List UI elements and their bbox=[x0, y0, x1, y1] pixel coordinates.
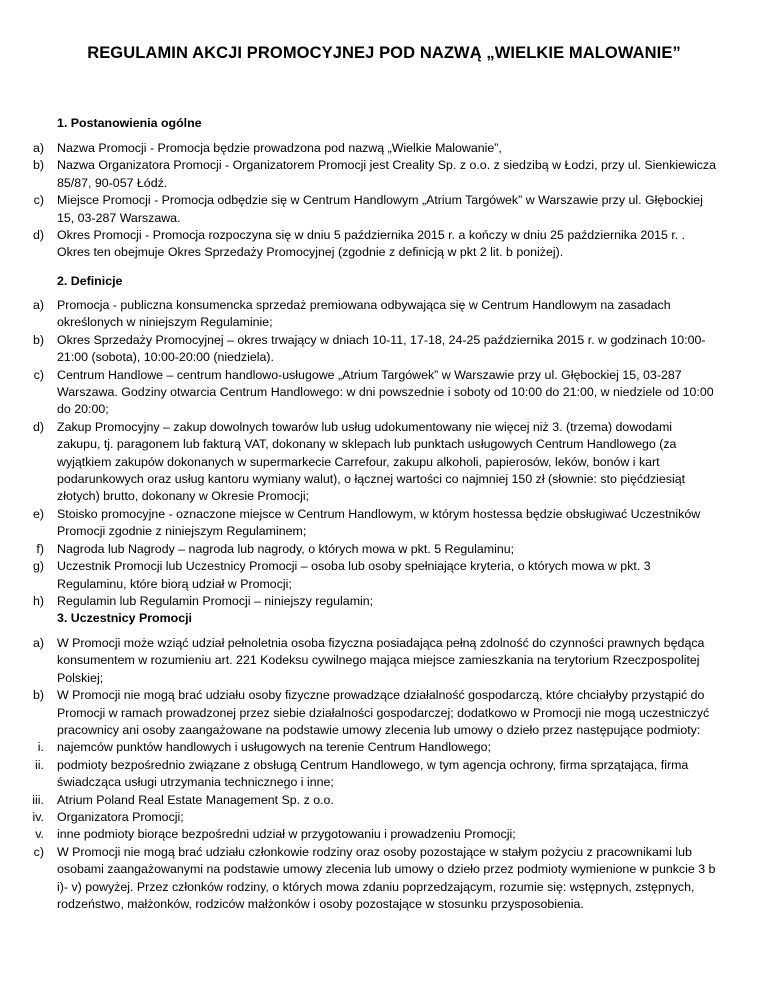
list-item-text: Regulamin lub Regulamin Promocji – niniejszy regulamin; bbox=[57, 593, 374, 608]
list-item bbox=[0, 157, 768, 192]
list-item bbox=[0, 593, 768, 610]
list-marker: f) bbox=[36, 541, 44, 556]
section-list-uczestnicy bbox=[0, 635, 768, 914]
list-item-text: Atrium Poland Real Estate Management Sp. z o.o. bbox=[57, 792, 334, 807]
list-item-text: Centrum Handlowe – centrum handlowo-usługowe „Atrium Targówek” w Warszawie przy ul. Głębockiej 15, 03-287 Warszawa. Godziny otwarcia Centrum Handlowego: w dni powszednie i soboty od 10:00 do 21:00, w niedziele od 10:00 do 20:00; bbox=[57, 367, 714, 417]
list-marker: d) bbox=[32, 419, 44, 434]
section-heading-uczestnicy: 3. Uczestnicy Promocji bbox=[57, 611, 192, 625]
list-item-text: W Promocji nie mogą brać udziału osoby fizyczne prowadzące działalność gospodarczą, które chciałyby przystąpić do Promocji w ramach prowadzonej przez siebie działalności gospodarczej; dodatkowo w Promocji nie mogą uczestniczyć pracownicy ani osoby zaangażowane na podstawie umowy zlecenia lub umowy o dzieło przez następujące podmioty: bbox=[57, 688, 710, 738]
list-item bbox=[0, 792, 768, 809]
list-marker: e) bbox=[32, 506, 44, 521]
list-item-text: Zakup Promocyjny – zakup dowolnych towarów lub usług udokumentowany nie więcej niż 3. (trzema) dowodami zakupu, tj. paragonem lub fakturą VAT, dokonany w sklepach lub punktach usługowych Centrum Handlowego (za wyjątkiem zakupów dokonanych w supermarkecie Carrefour, zakupu alkoholi, papierosów, leków, bonów i kart podarunkowych oraz usług kantoru wymiany walut), o łącznej wartości co najmniej 150 zł (słownie: sto pięćdziesiąt złotych) brutto, dokonany w Okresie Promocji; bbox=[57, 419, 686, 504]
list-item-text: Nazwa Organizatora Promocji - Organizatorem Promocji jest Creality Sp. z o.o. z siedzibą w Łodzi, przy ul. Sienkiewicza 85/87, 90-057 Łódź. bbox=[57, 158, 717, 190]
list-marker: v. bbox=[35, 827, 44, 842]
list-item bbox=[0, 297, 768, 332]
list-item bbox=[0, 844, 768, 914]
list-item-text: najemców punktów handlowych i usługowych na terenie Centrum Handlowego; bbox=[57, 740, 491, 755]
list-item-text: W Promocji nie mogą brać udziału członkowie rodziny oraz osoby pozostające w stałym pożyciu z pracownikami lub osobami zaangażowanymi na podstawie umowy zlecenia lub umowy o dzieło przez podmioty wymienione w punkcie 3 b i)- v) powyżej. Przez członków rodziny, o których mowa zdaniu poprzedzającym, rozumie się: wstępnych, zstępnych, rodzeństwo, małżonków, rodziców małżonków i osoby pozostające w stosunku przysposobienia. bbox=[57, 844, 716, 912]
list-item-text: Stoisko promocyjne - oznaczone miejsce w Centrum Handlowym, w którym hostessa będzie obsługiwać Uczestników Promocji zgodnie z niniejszym Regulaminem; bbox=[57, 506, 701, 539]
list-item bbox=[0, 140, 768, 157]
list-item bbox=[0, 227, 768, 262]
list-marker: iii. bbox=[32, 792, 44, 807]
list-marker: ii. bbox=[35, 757, 44, 772]
list-marker: c) bbox=[33, 193, 44, 208]
list-item bbox=[0, 506, 768, 541]
list-marker: i. bbox=[37, 740, 44, 755]
list-item bbox=[0, 367, 768, 419]
list-item bbox=[0, 739, 768, 756]
list-item bbox=[0, 757, 768, 792]
list-item bbox=[0, 826, 768, 843]
list-marker: a) bbox=[32, 298, 44, 312]
list-marker: b) bbox=[32, 688, 44, 703]
list-marker: iv. bbox=[32, 810, 44, 825]
section-heading-postanowienia: 1. Postanowienia ogólne bbox=[57, 116, 202, 130]
list-item bbox=[0, 332, 768, 367]
list-marker: c) bbox=[33, 367, 44, 382]
list-marker: b) bbox=[32, 332, 44, 347]
list-item-text: Okres Promocji - Promocja rozpoczyna się w dniu 5 października 2015 r. a kończy w dniu 25 października 2015 r. . Okres ten obejmuje Okres Sprzedaży Promocyjnej (zgodnie z definicją w pkt 2 lit. b poniżej). bbox=[57, 228, 686, 260]
list-item-text: Nagroda lub Nagrody – nagroda lub nagrody, o których mowa w pkt. 5 Regulaminu; bbox=[57, 541, 515, 556]
list-item bbox=[0, 558, 768, 593]
list-marker: g) bbox=[32, 559, 44, 574]
document-title: REGULAMIN AKCJI PROMOCYJNEJ POD NAZWĄ „WIELKIE MALOWANIE” bbox=[87, 44, 681, 62]
list-marker: d) bbox=[32, 228, 44, 243]
list-item-text: inne podmioty biorące bezpośredni udział w przygotowaniu i prowadzeniu Promocji; bbox=[57, 827, 516, 842]
list-marker: h) bbox=[32, 593, 44, 608]
list-item-text: podmioty bezpośrednio związane z obsługą Centrum Handlowego, w tym agencja ochrony, firma sprzątająca, firma świadcząca usługi utrzymania technicznego i inne; bbox=[57, 757, 689, 790]
list-item bbox=[0, 192, 768, 227]
list-item bbox=[0, 809, 768, 826]
list-item bbox=[0, 635, 768, 687]
list-item-text: Miejsce Promocji - Promocja odbędzie się w Centrum Handlowym „Atrium Targówek” w Warszawie przy ul. Głębockiej 15, 03-287 Warszawa. bbox=[57, 193, 703, 225]
list-marker: a) bbox=[32, 141, 44, 155]
list-item-text: Promocja - publiczna konsumencka sprzedaż premiowana odbywająca się w Centrum Handlowym na zasadach określonych w niniejszym Regulaminie; bbox=[57, 298, 671, 330]
list-marker: a) bbox=[32, 636, 44, 650]
section-heading-definicje: 2. Definicje bbox=[57, 274, 123, 288]
list-item bbox=[0, 541, 768, 558]
list-item bbox=[0, 419, 768, 506]
list-item-text: Uczestnik Promocji lub Uczestnicy Promocji – osoba lub osoby spełniające kryteria, o których mowa w pkt. 3 Regulaminu, które biorą udział w Promocji; bbox=[57, 559, 651, 591]
list-item-text: Organizatora Promocji; bbox=[57, 810, 184, 825]
list-marker: b) bbox=[32, 158, 44, 173]
section-list-definicje bbox=[0, 297, 768, 610]
list-item-text: Okres Sprzedaży Promocyjnej – okres trwający w dniach 10-11, 17-18, 24-25 października 2015 r. w godzinach 10:00-21:00 (sobota), 10:00-20:00 (niedziela). bbox=[57, 332, 706, 365]
list-item-text: Nazwa Promocji - Promocja będzie prowadzona pod nazwą „Wielkie Malowanie”, bbox=[57, 141, 502, 155]
list-marker: c) bbox=[33, 844, 44, 859]
list-item bbox=[0, 687, 768, 739]
list-item-text: W Promocji może wziąć udział pełnoletnia osoba fizyczna posiadająca pełną zdolność do czynności prawnych będąca konsumentem w rozumieniu art. 221 Kodeksu cywilnego mająca miejsce zamieszkania na terytorium Rzeczpospolitej Polskiej; bbox=[57, 636, 705, 685]
section-list-postanowienia bbox=[0, 140, 768, 262]
